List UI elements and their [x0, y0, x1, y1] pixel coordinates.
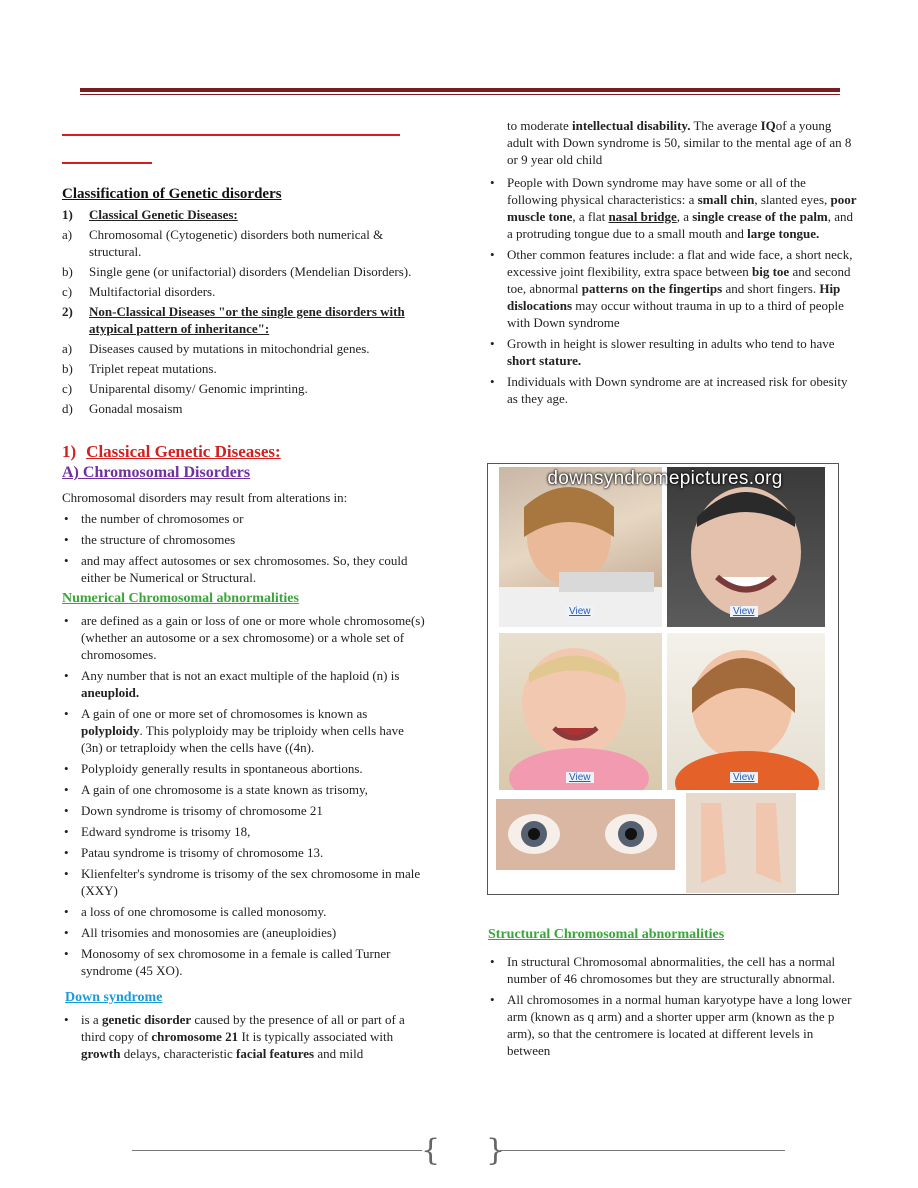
- photo-eyes: [496, 799, 675, 870]
- footer-rule-right: [500, 1150, 785, 1151]
- list-item: • a loss of one chromosome is called monosomy.: [62, 903, 427, 920]
- header-rule: [80, 88, 840, 92]
- list-item: • and may affect autosomes or sex chromosomes. So, they could either be Numerical or Structural.: [62, 552, 427, 586]
- list-item: • are defined as a gain or loss of one or more whole chromosome(s) (whether an autosome or a sex chromosome) or a whole set of chromosomes.: [62, 612, 427, 663]
- group-2-heading: 2) Non-Classical Diseases "or the single gene disorders with atypical pattern of inheritance":: [62, 304, 405, 336]
- chromosomal-list: [62, 510, 427, 586]
- left-column: [62, 186, 427, 1066]
- header-rule-thin: [80, 94, 840, 95]
- list-item: • Other common features include: a flat and wide face, a short neck, excessive joint flexibility, extra space between big toe and second toe, abnormal patterns on the fingertips and short fingers. Hip dislocations may occur without trauma in up to a third of people with Down syndrome: [488, 246, 858, 331]
- title-underline-1: [62, 134, 400, 136]
- list-item: • Growth in height is slower resulting in adults who tend to have short stature.: [488, 335, 858, 369]
- classification-title: Classification of Genetic disorders: [62, 186, 282, 202]
- chromosomal-intro: Chromosomal disorders may result from alterations in:: [62, 490, 348, 505]
- footer-brace-left: {: [421, 1133, 441, 1168]
- list-item: d) Gonadal mosaism: [62, 401, 183, 416]
- numerical-list: [62, 612, 427, 979]
- photo-child-laptop: [499, 467, 662, 627]
- continued-paragraph: to moderate intellectual disability. The average IQof a young adult with Down syndrome is 50, similar to the mental age of an 8 or 9 year old child: [507, 118, 852, 167]
- list-item: • Monosomy of sex chromosome in a female is called Turner syndrome (45 XO).: [62, 945, 427, 979]
- photo-toddler-orange: [667, 633, 825, 790]
- title-underline-2: [62, 162, 152, 164]
- list-item: b) Triplet repeat mutations.: [62, 361, 217, 376]
- list-item: • A gain of one or more set of chromosomes is known as polyploidy. This polyploidy may be triploidy when cells have (3n) or tetraploidy when the cells have ((4n).: [62, 705, 427, 756]
- list-item: • All trisomies and monosomies are (aneuploidies): [62, 924, 427, 941]
- down-syndrome-heading: Down syndrome: [65, 990, 163, 1005]
- photo-boy-smiling-art: [667, 467, 825, 627]
- photo-child-laptop-art: [499, 467, 662, 627]
- classical-diseases-heading: 1) Classical Genetic Diseases:: [62, 442, 281, 461]
- photo-eyes-art: [496, 799, 675, 870]
- list-item: • is a genetic disorder caused by the presence of all or part of a third copy of chromosome 21 It is typically associated with growth delays, characteristic facial features and mild: [62, 1011, 427, 1062]
- list-item: • Polyploidy generally results in spontaneous abortions.: [62, 760, 427, 777]
- list-item: • All chromosomes in a normal human karyotype have a long lower arm (known as q arm) and a shorter upper arm (known as the p arm), so that the centromere is located at different levels in between: [488, 991, 858, 1059]
- list-item: • Patau syndrome is trisomy of chromosome 13.: [62, 844, 427, 861]
- features-list: [488, 174, 858, 407]
- structural-heading: Structural Chromosomal abnormalities: [488, 927, 725, 942]
- chromosomal-disorders-heading: A) Chromosomal Disorders: [62, 464, 251, 481]
- list-item: a) Chromosomal (Cytogenetic) disorders both numerical & structural.: [62, 227, 384, 259]
- list-item: • Individuals with Down syndrome are at increased risk for obesity as they age.: [488, 373, 858, 407]
- image-site-name: downsyndromepictures.org: [547, 468, 783, 489]
- photo-toddler-orange-art: [667, 633, 825, 790]
- list-item: • Klienfelter's syndrome is trisomy of the sex chromosome in male (XXY): [62, 865, 427, 899]
- structural-section: [488, 926, 858, 1063]
- view-link[interactable]: View: [730, 772, 758, 783]
- list-item: • Any number that is not an exact multiple of the haploid (n) is aneuploid.: [62, 667, 427, 701]
- footer-rule-left: [132, 1150, 422, 1151]
- photo-feet: [686, 793, 796, 893]
- view-link[interactable]: View: [566, 606, 594, 617]
- list-item: • the structure of chromosomes: [62, 531, 427, 548]
- list-item: • A gain of one chromosome is a state known as trisomy,: [62, 781, 427, 798]
- list-item: • Edward syndrome is trisomy 18,: [62, 823, 427, 840]
- numerical-heading: Numerical Chromosomal abnormalities: [62, 591, 299, 606]
- down-syndrome-list: [62, 1011, 427, 1062]
- list-item: • People with Down syndrome may have some or all of the following physical characteristics: a small chin, slanted eyes, poor muscle tone, a flat nasal bridge, a single crease of the palm, and a protruding tongue due to a small mouth and large tongue.: [488, 174, 858, 242]
- list-item: c) Multifactorial disorders.: [62, 284, 216, 299]
- footer-brace-right: }: [486, 1133, 506, 1168]
- structural-list: [488, 953, 858, 1059]
- photo-baby-laughing: [499, 633, 662, 790]
- right-column: [488, 117, 858, 411]
- photo-baby-laughing-art: [499, 633, 662, 790]
- group-1-heading: 1) Classical Genetic Diseases:: [62, 207, 238, 222]
- list-item: a) Diseases caused by mutations in mitochondrial genes.: [62, 341, 370, 356]
- list-item: b) Single gene (or unifactorial) disorders (Mendelian Disorders).: [62, 264, 412, 279]
- list-item: • Down syndrome is trisomy of chromosome 21: [62, 802, 427, 819]
- view-link[interactable]: View: [730, 606, 758, 617]
- list-item: • In structural Chromosomal abnormalities, the cell has a normal number of 46 chromosomes but they are structurally abnormal.: [488, 953, 858, 987]
- photo-boy-smiling: [667, 467, 825, 627]
- list-item: • the number of chromosomes or: [62, 510, 427, 527]
- photo-feet-art: [686, 793, 796, 893]
- view-link[interactable]: View: [566, 772, 594, 783]
- list-item: c) Uniparental disomy/ Genomic imprinting.: [62, 381, 308, 396]
